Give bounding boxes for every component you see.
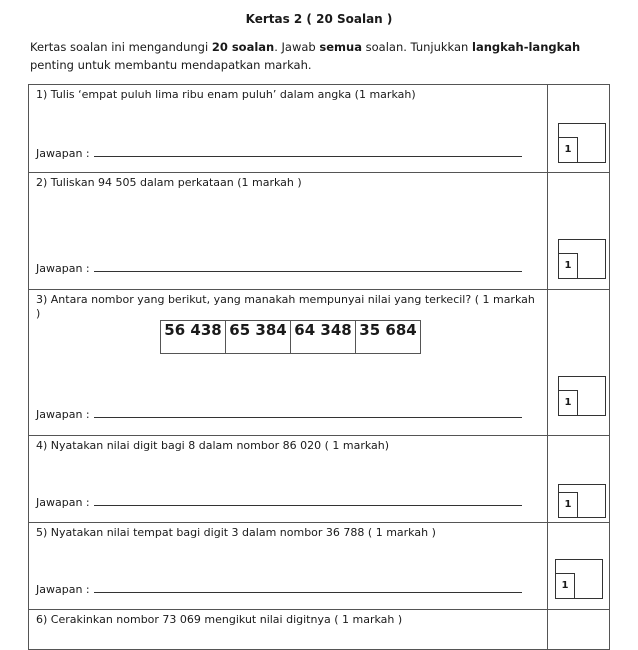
question-1-text: 1) Tulis ‘empat puluh lima ribu enam puluh’ dalam angka (1 markah) <box>36 88 416 101</box>
mark-box-3 <box>558 376 606 416</box>
number-option-4: 35 684 <box>356 321 421 354</box>
answer-label: Jawapan : <box>36 583 90 596</box>
instructions-text-4: penting untuk membantu mendapatkan markah. <box>30 58 312 72</box>
mark-cell-3 <box>548 290 610 436</box>
instructions-bold-all: semua <box>319 40 362 54</box>
answer-line <box>94 148 522 157</box>
number-option-3: 64 348 <box>291 321 356 354</box>
answer-label: Jawapan : <box>36 262 90 275</box>
answer-label: Jawapan : <box>36 408 90 421</box>
question-row-2 <box>29 173 610 290</box>
mark-box-1 <box>558 123 606 163</box>
mark-value-4: 1 <box>558 492 578 518</box>
answer-line <box>94 409 522 418</box>
mark-cell-5 <box>548 523 610 610</box>
question-cell-4 <box>29 436 548 523</box>
answer-line <box>94 584 522 593</box>
answer-label: Jawapan : <box>36 147 90 160</box>
question-3-text: 3) Antara nombor yang berikut, yang manakah mempunyai nilai yang terkecil? ( 1 markah ) <box>36 293 535 320</box>
question-row-1 <box>29 85 610 173</box>
page-title: Kertas 2 ( 20 Soalan ) <box>245 12 393 26</box>
number-option-1: 56 438 <box>161 321 226 354</box>
mark-cell-1 <box>548 85 610 173</box>
question-cell-5 <box>29 523 548 610</box>
mark-box-4 <box>558 484 606 518</box>
mark-value-2: 1 <box>558 253 578 279</box>
instructions-text-1: Kertas soalan ini mengandungi <box>30 40 212 54</box>
answer-area-1[interactable] <box>36 147 522 160</box>
mark-value-1: 1 <box>558 137 578 163</box>
number-options-table <box>160 320 421 354</box>
mark-cell-2 <box>548 173 610 290</box>
instructions-bold-steps: langkah-langkah <box>472 40 581 54</box>
instructions-bold-count: 20 soalan <box>211 40 275 54</box>
question-4-text: 4) Nyatakan nilai digit bagi 8 dalam nombor 86 020 ( 1 markah) <box>36 439 390 452</box>
mark-value-3: 1 <box>558 390 578 416</box>
question-5-text: 5) Nyatakan nilai tempat bagi digit 3 dalam nombor 36 788 ( 1 markah ) <box>36 526 436 539</box>
question-table <box>28 84 610 650</box>
answer-area-4[interactable] <box>36 496 522 509</box>
number-option-2: 65 384 <box>226 321 291 354</box>
question-cell-3 <box>29 290 548 436</box>
answer-line <box>94 263 522 272</box>
question-6-text: 6) Cerakinkan nombor 73 069 mengikut nilai digitnya ( 1 markah ) <box>36 613 403 626</box>
mark-box-5 <box>555 559 603 599</box>
answer-label: Jawapan : <box>36 496 90 509</box>
question-row-5 <box>29 523 610 610</box>
answer-area-5[interactable] <box>36 583 522 596</box>
question-cell-2 <box>29 173 548 290</box>
instructions <box>30 38 615 74</box>
mark-value-5: 1 <box>555 573 575 599</box>
question-2-text: 2) Tuliskan 94 505 dalam perkataan (1 markah ) <box>36 176 302 189</box>
mark-box-2 <box>558 239 606 279</box>
instructions-text-2: . Jawab <box>274 40 320 54</box>
question-row-4 <box>29 436 610 523</box>
answer-area-3[interactable] <box>36 408 522 421</box>
instructions-text-3: soalan. Tunjukkan <box>361 40 472 54</box>
mark-cell-4 <box>548 436 610 523</box>
answer-area-2[interactable] <box>36 262 522 275</box>
question-row-3 <box>29 290 610 436</box>
question-cell-1 <box>29 85 548 173</box>
answer-line <box>94 497 522 506</box>
